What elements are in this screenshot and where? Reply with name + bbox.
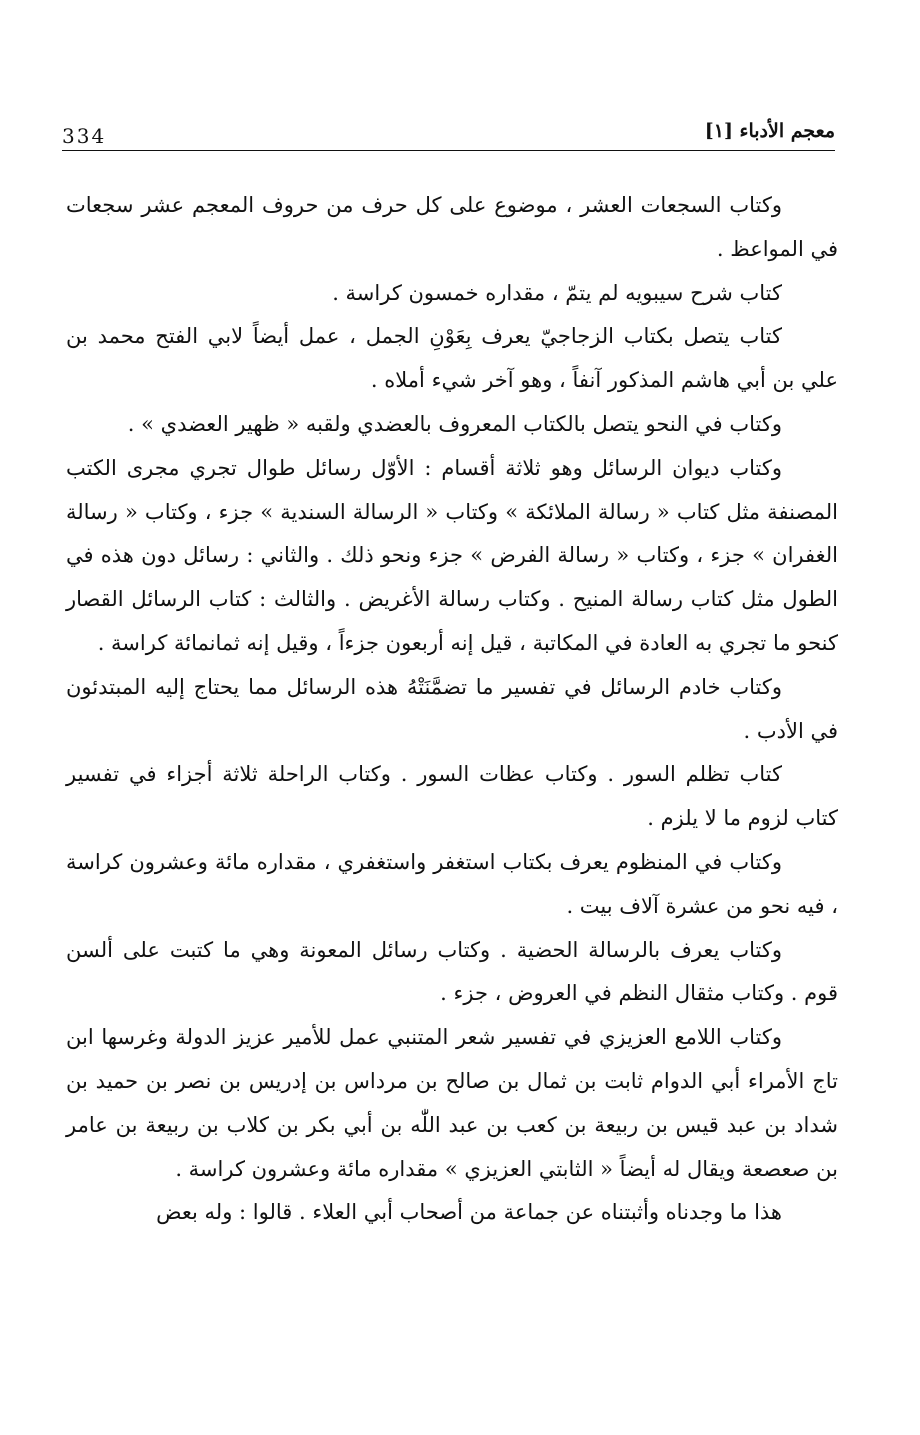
- paragraph: هذا ما وجدناه وأثبتناه عن جماعة من أصحاب أبي العلاء . قالوا : وله بعض: [156, 1200, 782, 1225]
- paragraph: وكتاب اللامع العزيزي في تفسير شعر المتنبي عمل للأمير عزيز الدولة وغرسها ابن تاج الأمراء أبي الدوام ثابت بن ثمال بن صالح بن مرداس بن إدريس بن نصر بن حميد بن شداد بن عبد قيس بن ربيعة بن كعب بن عبد اللّٰه بن أبي بكر بن كلاب بن ربيعة بن عامر بن صعصعة ويقال له أيضاً « الثابتي العزيزي » مقداره مائة وعشرون كراسة .: [66, 1025, 838, 1181]
- running-head: [62, 116, 835, 150]
- page-body: [66, 184, 838, 1235]
- paragraph: كتاب يتصل بكتاب الزجاجيّ يعرف بِعَوْنِ الجمل ، عمل أيضاً لابي الفتح محمد بن علي بن أبي هاشم المذكور آنفاً ، وهو آخر شيء أملاه .: [66, 324, 838, 393]
- paragraph: كتاب شرح سيبويه لم يتمّ ، مقداره خمسون كراسة .: [332, 280, 782, 305]
- paragraph: كتاب تظلم السور . وكتاب عظات السور . وكتاب الراحلة ثلاثة أجزاء في تفسير كتاب لزوم ما لا يلزم .: [66, 762, 838, 831]
- paragraph: وكتاب في النحو يتصل بالكتاب المعروف بالعضدي ولقبه « ظهير العضدي » .: [127, 411, 782, 436]
- header-rule: [62, 150, 835, 151]
- paragraph: وكتاب خادم الرسائل في تفسير ما تضمَّنَتْهُ هذه الرسائل مما يحتاج إليه المبتدئون في الأدب .: [66, 674, 838, 743]
- paragraph: وكتاب يعرف بالرسالة الحضية . وكتاب رسائل المعونة وهي ما كتبت على ألسن قوم . وكتاب مثقال النظم في العروض ، جزء .: [66, 937, 838, 1006]
- paragraph: وكتاب السجعات العشر ، موضوع على كل حرف من حروف المعجم عشر سجعات في المواعظ .: [66, 193, 838, 261]
- book-title: معجم الأدباء [١]: [704, 120, 835, 142]
- page-number: 334: [62, 124, 107, 148]
- paragraph: وكتاب في المنظوم يعرف بكتاب استغفر واستغفري ، مقداره مائة وعشرون كراسة ، فيه نحو من عشرة آلاف بيت .: [66, 849, 838, 918]
- paragraph: وكتاب ديوان الرسائل وهو ثلاثة أقسام : الأوّل رسائل طوال تجري مجرى الكتب المصنفة مثل كتاب « رسالة الملائكة » وكتاب « الرسالة السندية » جزء ، وكتاب « رسالة الغفران » جزء ، وكتاب « رسالة الفرض » جزء ونحو ذلك . والثاني : رسائل دون هذه في الطول مثل كتاب رسالة المنيح . وكتاب رسالة الأغريض . والثالث : كتاب الرسائل القصار كنحو ما تجري به العادة في المكاتبة ، قيل إنه أربعون جزءاً ، وقيل إنه ثمانمائة كراسة .: [66, 455, 838, 655]
